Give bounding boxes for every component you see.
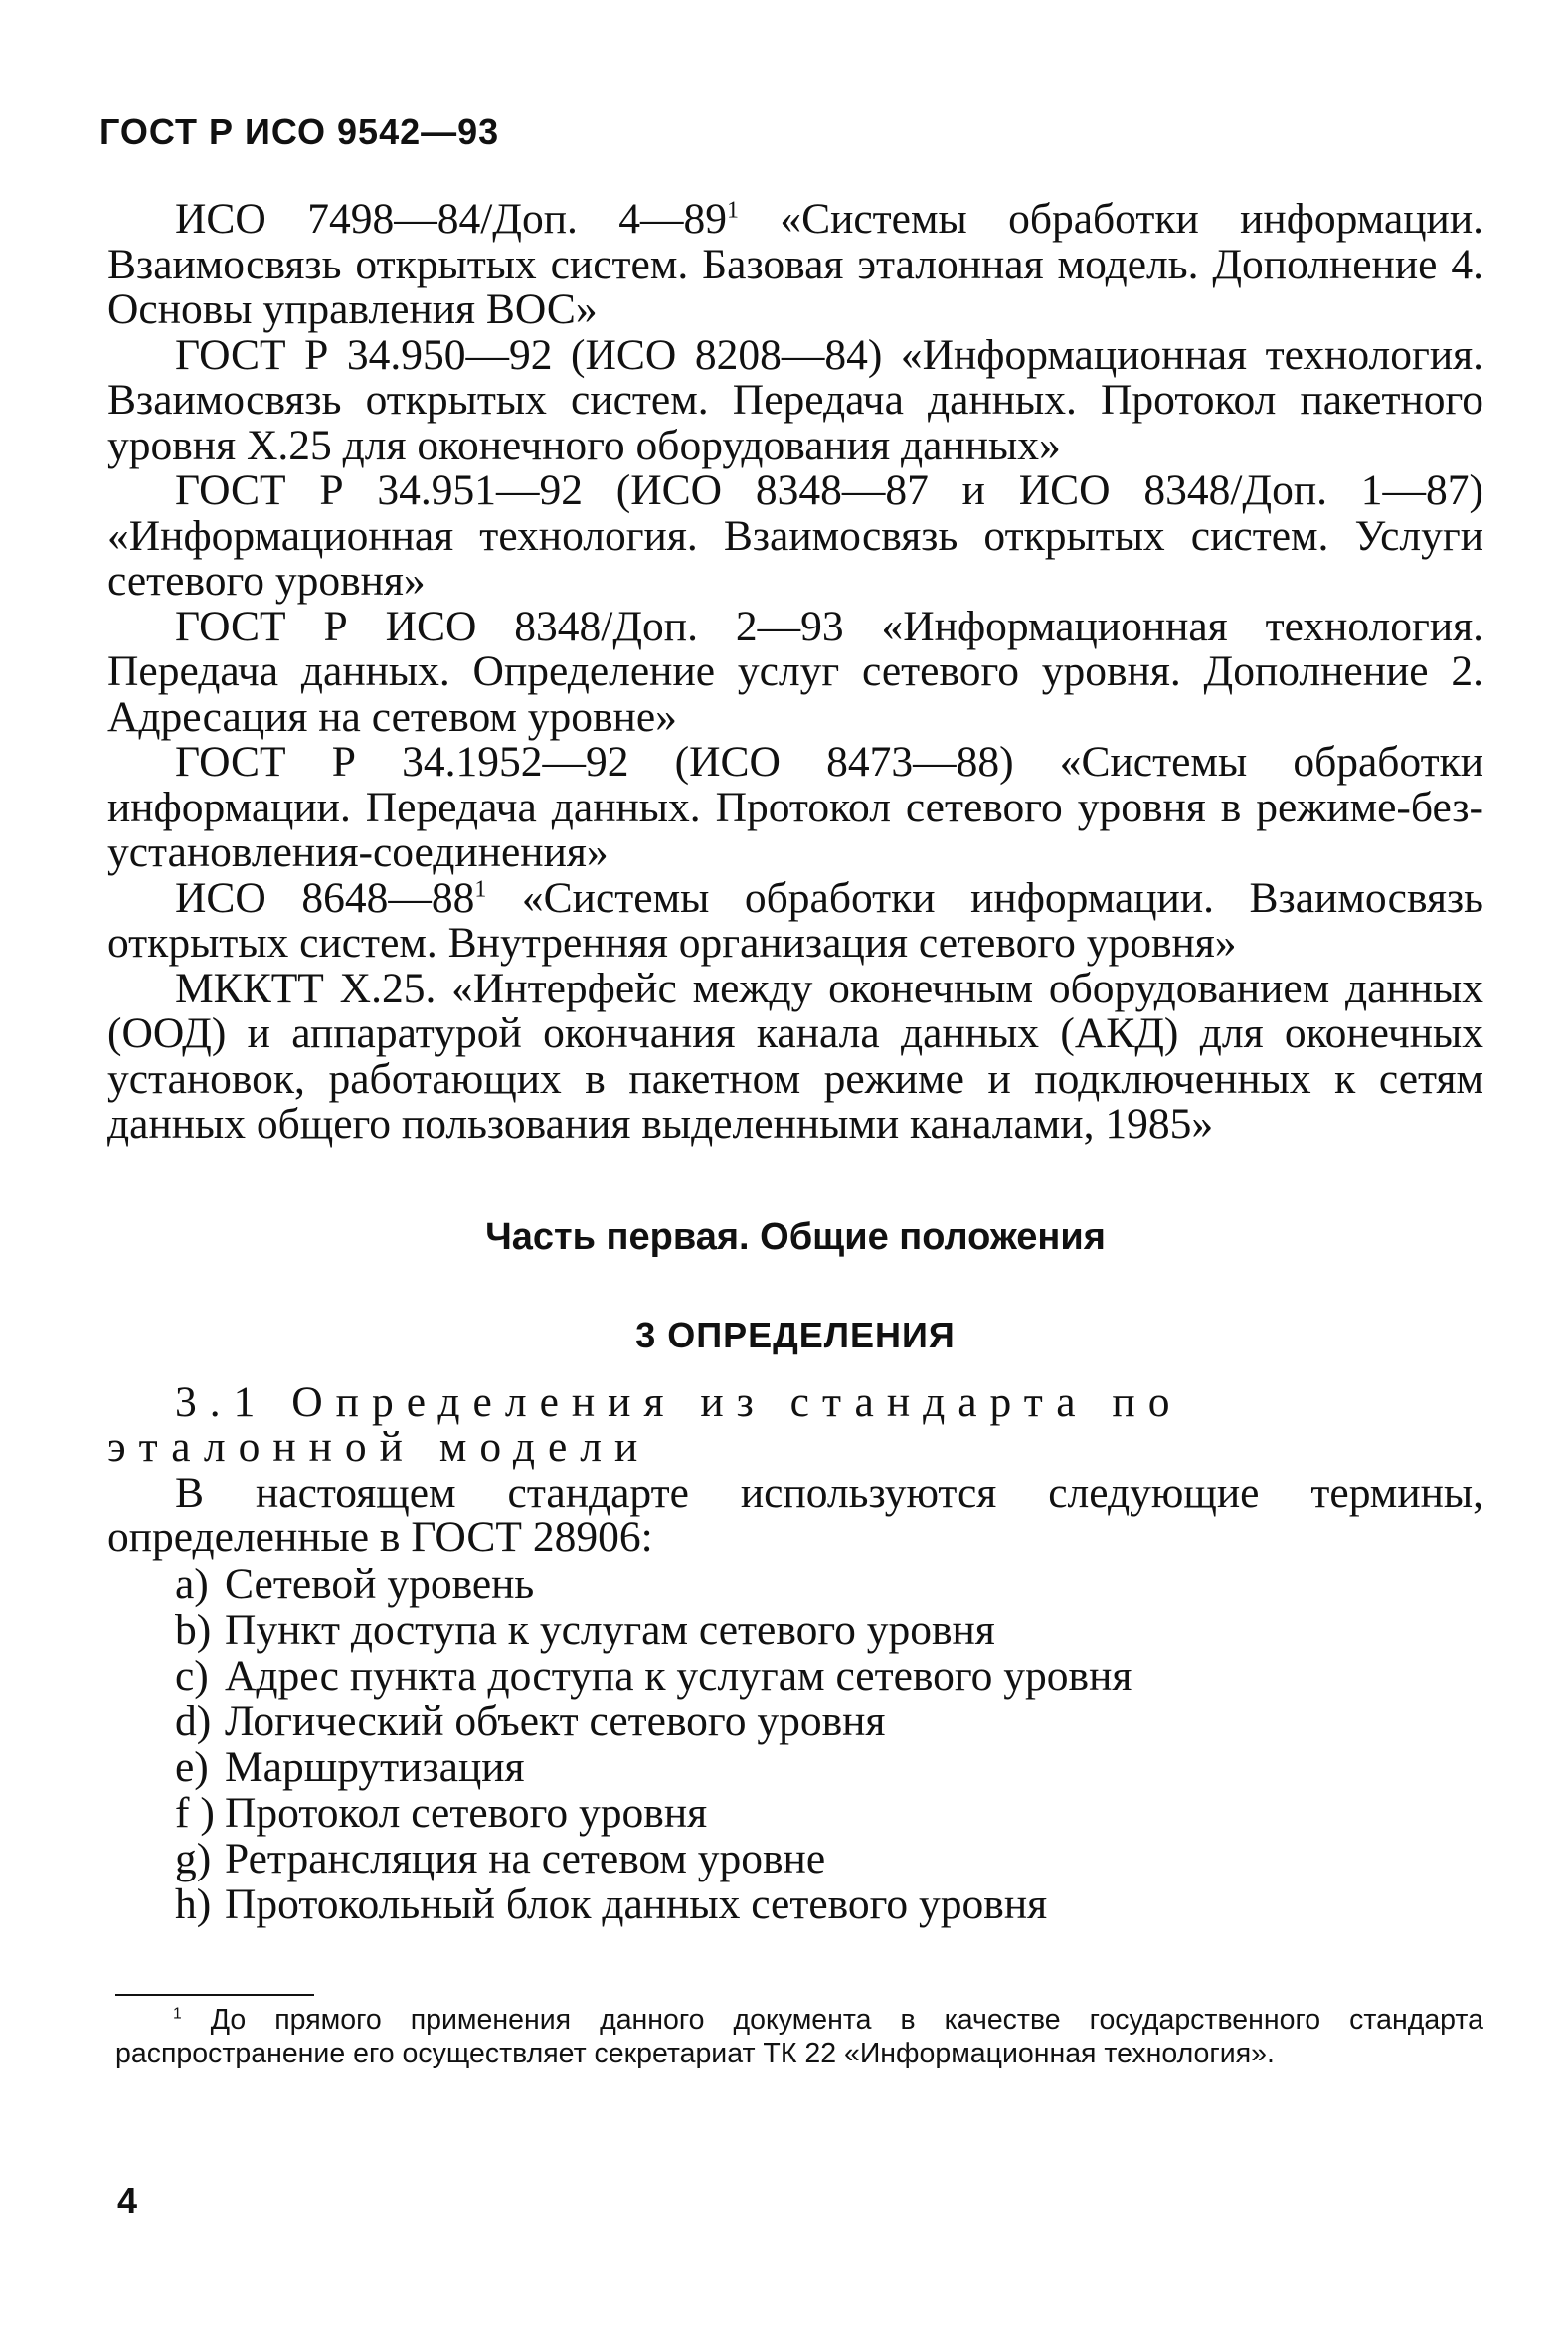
term-letter: e) [175, 1742, 209, 1791]
list-item [107, 1836, 1483, 1881]
reference-text: ГОСТ Р ИСО 8348/Доп. 2—93 «Информационная технология. Передача данных. Определение услуг сетевого уровня. Дополнение 2. Адресация на сетевом уровне» [107, 602, 1483, 741]
term-text: Логический объект сетевого уровня [225, 1697, 886, 1745]
term-letter: c) [175, 1651, 209, 1700]
reference-text-rest: «Системы обработки информации. Взаимосвязь открытых систем. Внутренняя организация сетевого уровня» [107, 873, 1483, 967]
page-header: ГОСТ Р ИСО 9542—93 [99, 111, 500, 152]
section-heading: 3 ОПРЕДЕЛЕНИЯ [635, 1314, 956, 1355]
intro-paragraph: В настоящем стандарте используются следующие термины, определенные в ГОСТ 28906: [107, 1468, 1483, 1561]
reference-text: ИСО 7498—84/Доп. 4—89 [175, 195, 727, 243]
reference-text: ГОСТ Р 34.1952—92 (ИСО 8473—88) «Системы обработки информации. Передача данных. Протокол сетевого уровня в режиме-без-установления-соединения» [107, 738, 1483, 876]
footnote-text: До прямого применения данного документа в качестве государственного стандарта распространение его осуществляет секретариат ТК 22 «Информационная технология». [115, 2004, 1483, 2069]
list-item [107, 1607, 1483, 1653]
main-text [107, 197, 1483, 1927]
reference-item [107, 330, 1483, 469]
term-text: Ретрансляция на сетевом уровне [225, 1834, 826, 1882]
reference-item [107, 873, 1483, 967]
reference-text: ИСО 8648—88 [175, 873, 475, 922]
list-item [107, 1881, 1483, 1927]
reference-text-rest: «Системы обработки информации. Взаимосвязь открытых систем. Базовая эталонная модель. Дополнение 4. Основы управления ВОС» [107, 195, 1483, 333]
term-letter: b) [175, 1605, 212, 1654]
part-heading: Часть первая. Общие положения [485, 1215, 1106, 1258]
list-item [107, 1744, 1483, 1790]
term-letter: g) [175, 1834, 212, 1882]
reference-text: ГОСТ Р 34.950—92 (ИСО 8208—84) «Информационная технология. Взаимосвязь открытых систем. Передача данных. Протокол пакетного уровня X.25 для оконечного оборудования данных» [107, 330, 1483, 469]
term-text: Протокол сетевого уровня [225, 1788, 708, 1837]
reference-item [107, 740, 1483, 876]
list-item [107, 1561, 1483, 1607]
term-letter: f ) [175, 1788, 215, 1837]
reference-text: МККТТ Х.25. «Интерфейс между оконечным оборудованием данных (ООД) и аппаратурой окончания канала данных (АКД) для оконечных установок, работающих в пакетном режиме и подключенных к сетям данных общего пользования выделенными каналами, 1985» [107, 964, 1483, 1148]
list-item [107, 1699, 1483, 1744]
list-item [107, 1653, 1483, 1699]
reference-text: ГОСТ Р 34.951—92 (ИСО 8348—87 и ИСО 8348/Доп. 1—87) «Информационная технология. Взаимосвязь открытых систем. Услуги сетевого уровня» [107, 466, 1483, 605]
reference-item [107, 602, 1483, 741]
reference-item [107, 468, 1483, 605]
term-letter: d) [175, 1697, 212, 1745]
term-letter: h) [175, 1880, 212, 1928]
footnote-marker: 1 [727, 197, 739, 224]
term-list [107, 1561, 1483, 1927]
reference-item [107, 964, 1483, 1148]
term-text: Маршрутизация [225, 1742, 525, 1791]
reference-item [107, 197, 1483, 333]
footnote [115, 2003, 1483, 2070]
term-text: Протокольный блок данных сетевого уровня [225, 1880, 1048, 1928]
footnote-marker: 1 [173, 2005, 182, 2023]
page-number: 4 [117, 2180, 138, 2221]
term-text: Адрес пункта доступа к услугам сетевого уровня [225, 1651, 1132, 1700]
list-item [107, 1790, 1483, 1836]
term-letter: a) [175, 1559, 209, 1608]
subsection-title: 3.1 Определения из стандарта по эталонной модели [107, 1377, 1183, 1471]
footnote-divider [115, 1994, 314, 1996]
term-text: Сетевой уровень [225, 1559, 535, 1608]
footnote-marker: 1 [474, 876, 487, 902]
term-text: Пункт доступа к услугам сетевого уровня [225, 1605, 995, 1654]
